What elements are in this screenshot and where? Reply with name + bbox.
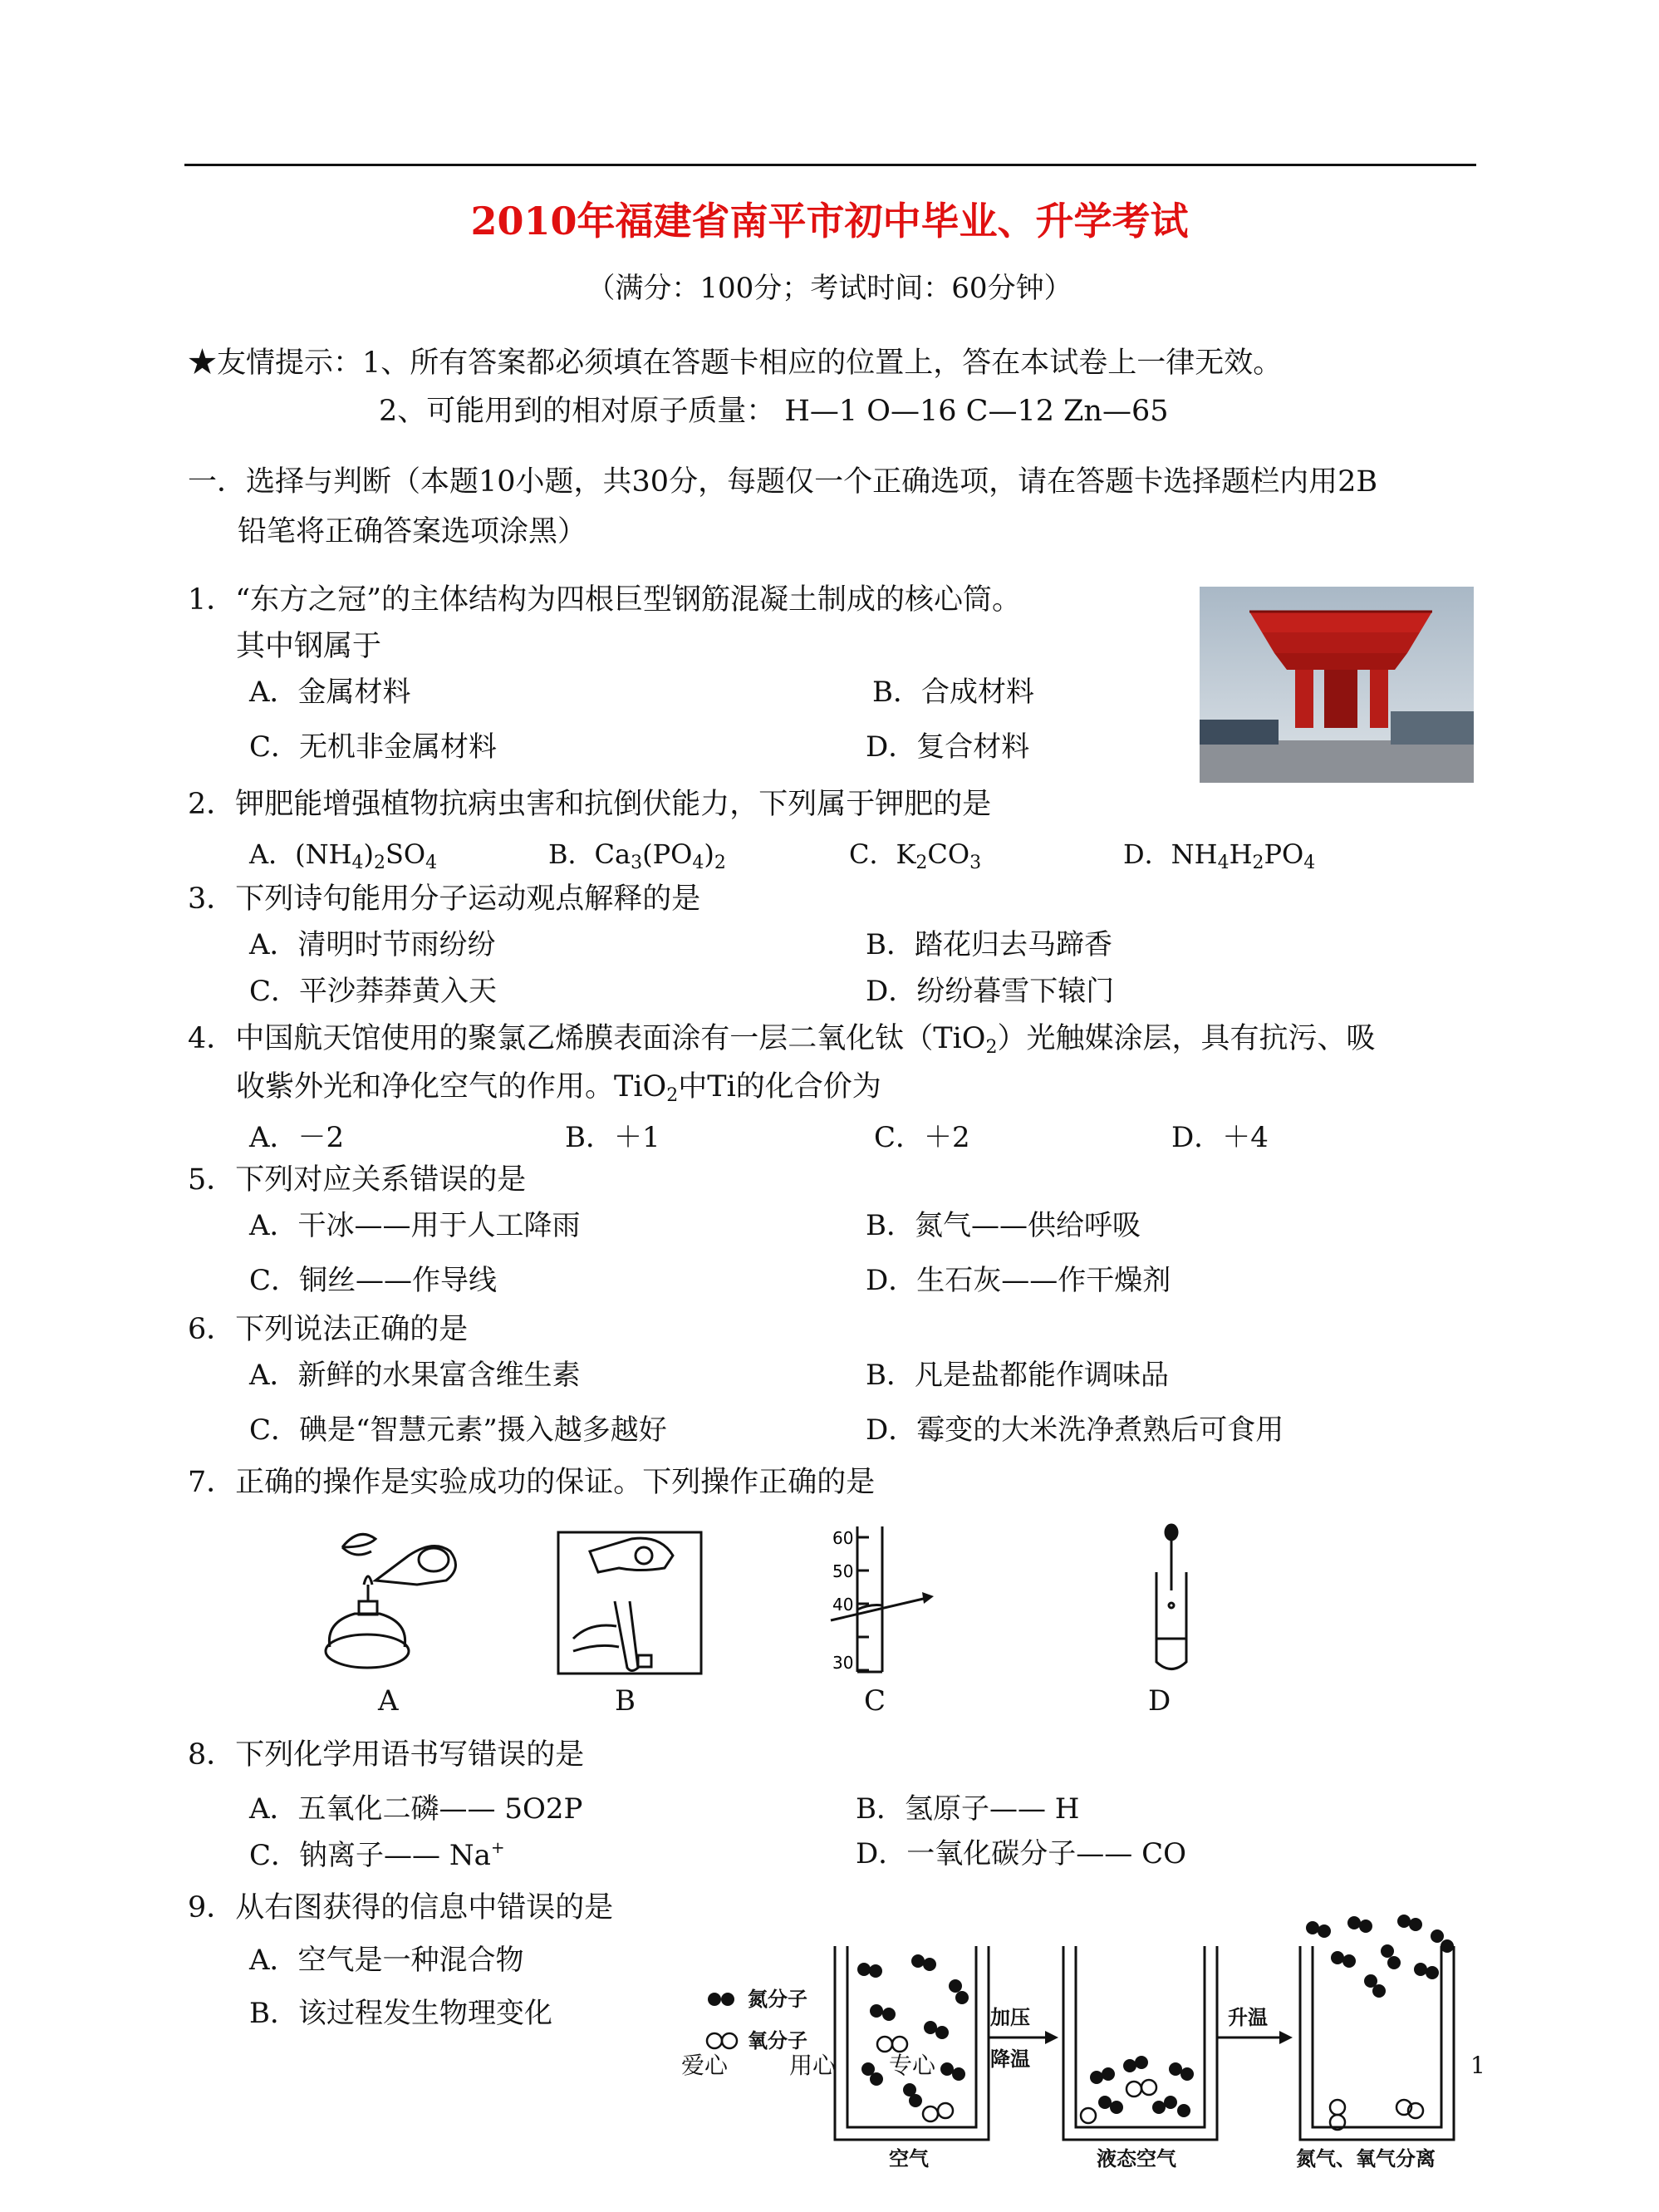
container-label-liquid-air: 液态空气 [1097,2147,1176,2170]
air-separation-diagram [698,1911,1495,2177]
q2-stem: 2．钾肥能增强植物抗病虫害和抗倒伏能力，下列属于钾肥的是 [188,788,992,821]
q1-stem-2: 其中钢属于 [236,630,382,663]
q4-stem-1: 4．中国航天馆使用的聚氯乙烯膜表面涂有一层二氧化钛（TiO$_2$）光触媒涂层，具有抗污、吸 [188,1022,1376,1058]
footer-motto-1: 爱心 [681,2052,729,2079]
q6-option-a: A．新鲜的水果富含维生素 [249,1359,581,1392]
q5-stem: 5．下列对应关系错误的是 [188,1163,527,1197]
q8-stem: 8．下列化学用语书写错误的是 [188,1738,585,1772]
q4-option-b: B．＋1 [565,1121,660,1154]
section-heading-1: 一．选择与判断（本题10小题，共30分，每题仅一个正确选项，请在答题卡选择题栏内用2B [188,465,1378,499]
q3-stem: 3．下列诗句能用分子运动观点解释的是 [188,882,701,916]
q2-option-b: B．$Ca_3(PO_4)_2$ [548,838,726,873]
q8-option-d: D．一氧化碳分子—— CO [856,1837,1186,1870]
q7-label-d: D [1148,1684,1171,1718]
cylinder-tick-40: 40 [832,1595,854,1615]
dropper-test-tube-illustration [1138,1522,1205,1676]
section-heading-2: 铅笔将正确答案选项涂黑） [238,515,587,548]
q7-label-b: B [615,1684,636,1718]
q1-option-b: B．合成材料 [872,676,1034,709]
page-number: 1 [1470,2052,1485,2079]
tip-line-1: ★友情提示：1、所有答案都必须填在答题卡相应的位置上，答在本试卷上一律无效。 [188,347,1283,380]
q4-stem-2: 收紫外光和净化空气的作用。TiO$_2$中Ti的化合价为 [236,1070,881,1106]
q3-option-d: D．纷纷暮雪下辕门 [866,975,1115,1008]
q6-stem: 6．下列说法正确的是 [188,1313,469,1346]
q7-stem: 7．正确的操作是实验成功的保证。下列操作正确的是 [188,1466,876,1499]
alcohol-lamp-illustration [309,1522,475,1676]
exam-subtitle: （满分：100分；考试时间：60分钟） [587,272,1072,305]
graduated-cylinder-illustration [822,1522,939,1676]
q5-option-b: B．氮气——供给呼吸 [866,1209,1141,1242]
q1-option-d: D．复合材料 [866,730,1030,764]
q8-option-c: C．钠离子—— Na+ [249,1837,505,1872]
q8-option-a: A．五氧化二磷—— 5O2P [249,1792,583,1826]
test-tube-solid-illustration [540,1522,706,1676]
q6-option-d: D．霉变的大米洗净煮熟后可食用 [866,1413,1284,1447]
legend-oxygen-label: 氧分子 [748,2029,807,2052]
q9-stem: 9．从右图获得的信息中错误的是 [188,1891,614,1924]
exam-title: 2010年福建省南平市初中毕业、升学考试 [470,199,1189,243]
q5-option-a: A．干冰——用于人工降雨 [249,1209,581,1242]
q7-label-c: C [864,1684,886,1718]
q3-option-a: A．清明时节雨纷纷 [249,928,496,961]
q9-option-b: B．该过程发生物理变化 [249,1997,552,2030]
q2-option-d: D．$NH_4H_2PO_4$ [1123,838,1316,873]
q1-option-c: C．无机非金属材料 [249,730,498,764]
q3-option-c: C．平沙莽莽黄入天 [249,975,498,1008]
q2-option-a: A．$(NH_4)_2SO_4$ [249,838,438,873]
container-label-air: 空气 [889,2147,929,2170]
container-label-separated: 氮气、氧气分离 [1296,2147,1436,2170]
q6-option-b: B．凡是盐都能作调味品 [866,1359,1169,1392]
cylinder-tick-50: 50 [832,1561,854,1581]
q9-option-a: A．空气是一种混合物 [249,1944,524,1977]
china-pavilion-image [1200,587,1474,783]
q1-option-a: A．金属材料 [249,676,411,709]
top-rule [184,164,1476,166]
q4-option-a: A．－2 [249,1121,345,1154]
arrow-label-cool: 降温 [990,2047,1030,2071]
footer-motto-3: 专心 [889,2052,936,2079]
q8-option-b: B．氢原子—— H [856,1792,1080,1826]
q4-option-d: D．＋4 [1171,1121,1269,1154]
q6-option-c: C．碘是“智慧元素”摄入越多越好 [249,1413,667,1447]
q1-stem-1: 1．“东方之冠”的主体结构为四根巨型钢筋混凝土制成的核心筒。 [188,583,1022,617]
legend-nitrogen-label: 氮分子 [748,1988,807,2011]
q7-label-a: A [378,1684,399,1718]
cylinder-tick-30: 30 [832,1653,854,1673]
arrow-label-pressurize: 加压 [990,2006,1030,2029]
q3-option-b: B．踏花归去马蹄香 [866,928,1112,961]
q5-option-c: C．铜丝——作导线 [249,1264,498,1297]
q4-option-c: C．＋2 [874,1121,970,1154]
q5-option-d: D．生石灰——作干燥剂 [866,1264,1171,1297]
tip-line-2: 2、可能用到的相对原子质量： H—1 O—16 C—12 Zn—65 [379,395,1169,428]
footer-motto-2: 用心 [789,2052,837,2079]
cylinder-tick-60: 60 [832,1528,854,1548]
q2-option-c: C．$K_2CO_3$ [849,838,982,873]
arrow-label-heat: 升温 [1228,2006,1268,2029]
